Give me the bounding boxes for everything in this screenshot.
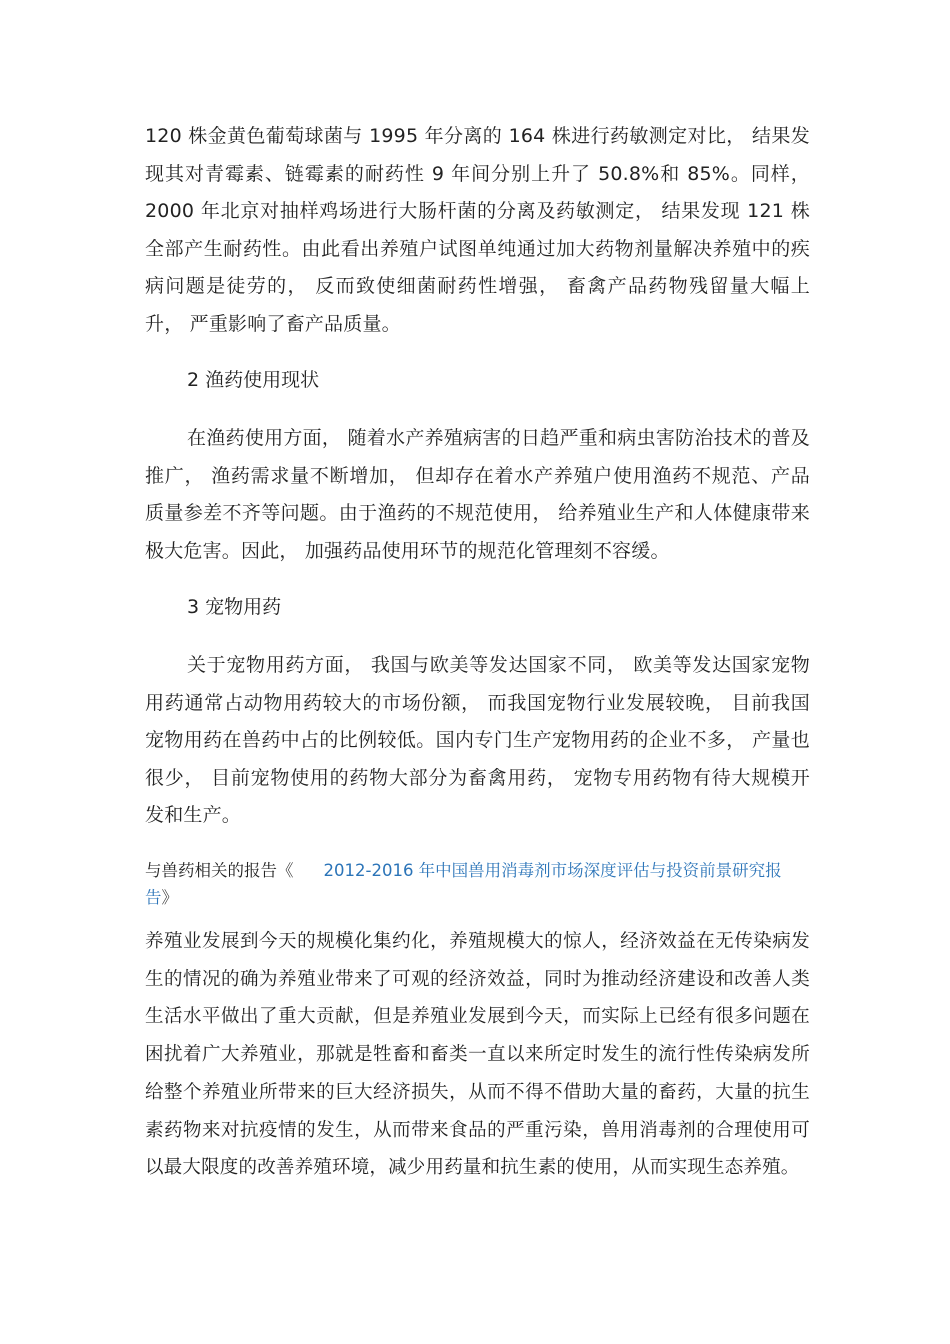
related-report-prefix: 与兽药相关的报告《 <box>145 861 294 880</box>
related-report-link[interactable]: 2012-2016 年中国兽用消毒剂市场深度评估与投资前景研究报告 <box>145 861 782 907</box>
body-paragraph-disinfectant: 养殖业发展到今天的规模化集约化，养殖规模大的惊人，经济效益在无传染病发生的情况的确为养殖业带来了可观的经济效益，同时为推动经济建设和改善人类生活水平做出了重大贡献，但是养殖业发展到今天，而实际上已经有很多问题在困扰着广大养殖业，那就是牲畜和畜类一直以来所定时发生的流行性传染病发所给整个养殖业所带来的巨大经济损失，从而不得不借助大量的畜药，大量的抗生素药物来对抗疫情的发生，从而带来食品的严重污染，兽用消毒剂的合理使用可以最大限度的改善养殖环境，减少用药量和抗生素的使用，从而实现生态养殖。 <box>145 931 810 1179</box>
body-paragraph-antibiotic-resistance: 120 株金黄色葡萄球菌与 1995 年分离的 164 株进行药敏测定对比， 结果发现其对青霉素、链霉素的耐药性 9 年间分别上升了 50.8%和 85%。同样， 2000 年北京对抽样鸡场进行大肠杆菌的分离及药敏测定， 结果发现 121 株全部产生耐药性。由此看出养殖户试图单纯通过加大药物剂量解决养殖中的疾病问题是徒劳的， 反而致使细菌耐药性增强， 畜禽产品药物残留量大幅上升， 严重影响了畜产品质量。 <box>145 125 810 335</box>
related-report-line <box>145 857 810 911</box>
section-heading-pet-drugs: 3 宠物用药 <box>187 596 282 618</box>
section-heading-fishery-drugs: 2 渔药使用现状 <box>187 369 320 391</box>
body-paragraph-fishery-drugs: 在渔药使用方面， 随着水产养殖病害的日趋严重和病虫害防治技术的普及推广， 渔药需求量不断增加， 但却存在着水产养殖户使用渔药不规范、产品质量参差不齐等问题。由于渔药的不规范使用， 给养殖业生产和人体健康带来极大危害。因此， 加强药品使用环节的规范化管理刻不容缓。 <box>145 427 810 562</box>
body-paragraph-pet-drugs: 关于宠物用药方面， 我国与欧美等发达国家不同， 欧美等发达国家宠物用药通常占动物用药较大的市场份额， 而我国宠物行业发展较晚， 目前我国宠物用药在兽药中占的比例较低。国内专门生产宠物用药的企业不多， 产量也很少， 目前宠物使用的药物大部分为畜禽用药， 宠物专用药物有待大规模开发和生产。 <box>145 654 810 826</box>
related-report-suffix[interactable]: 》 <box>161 888 178 907</box>
